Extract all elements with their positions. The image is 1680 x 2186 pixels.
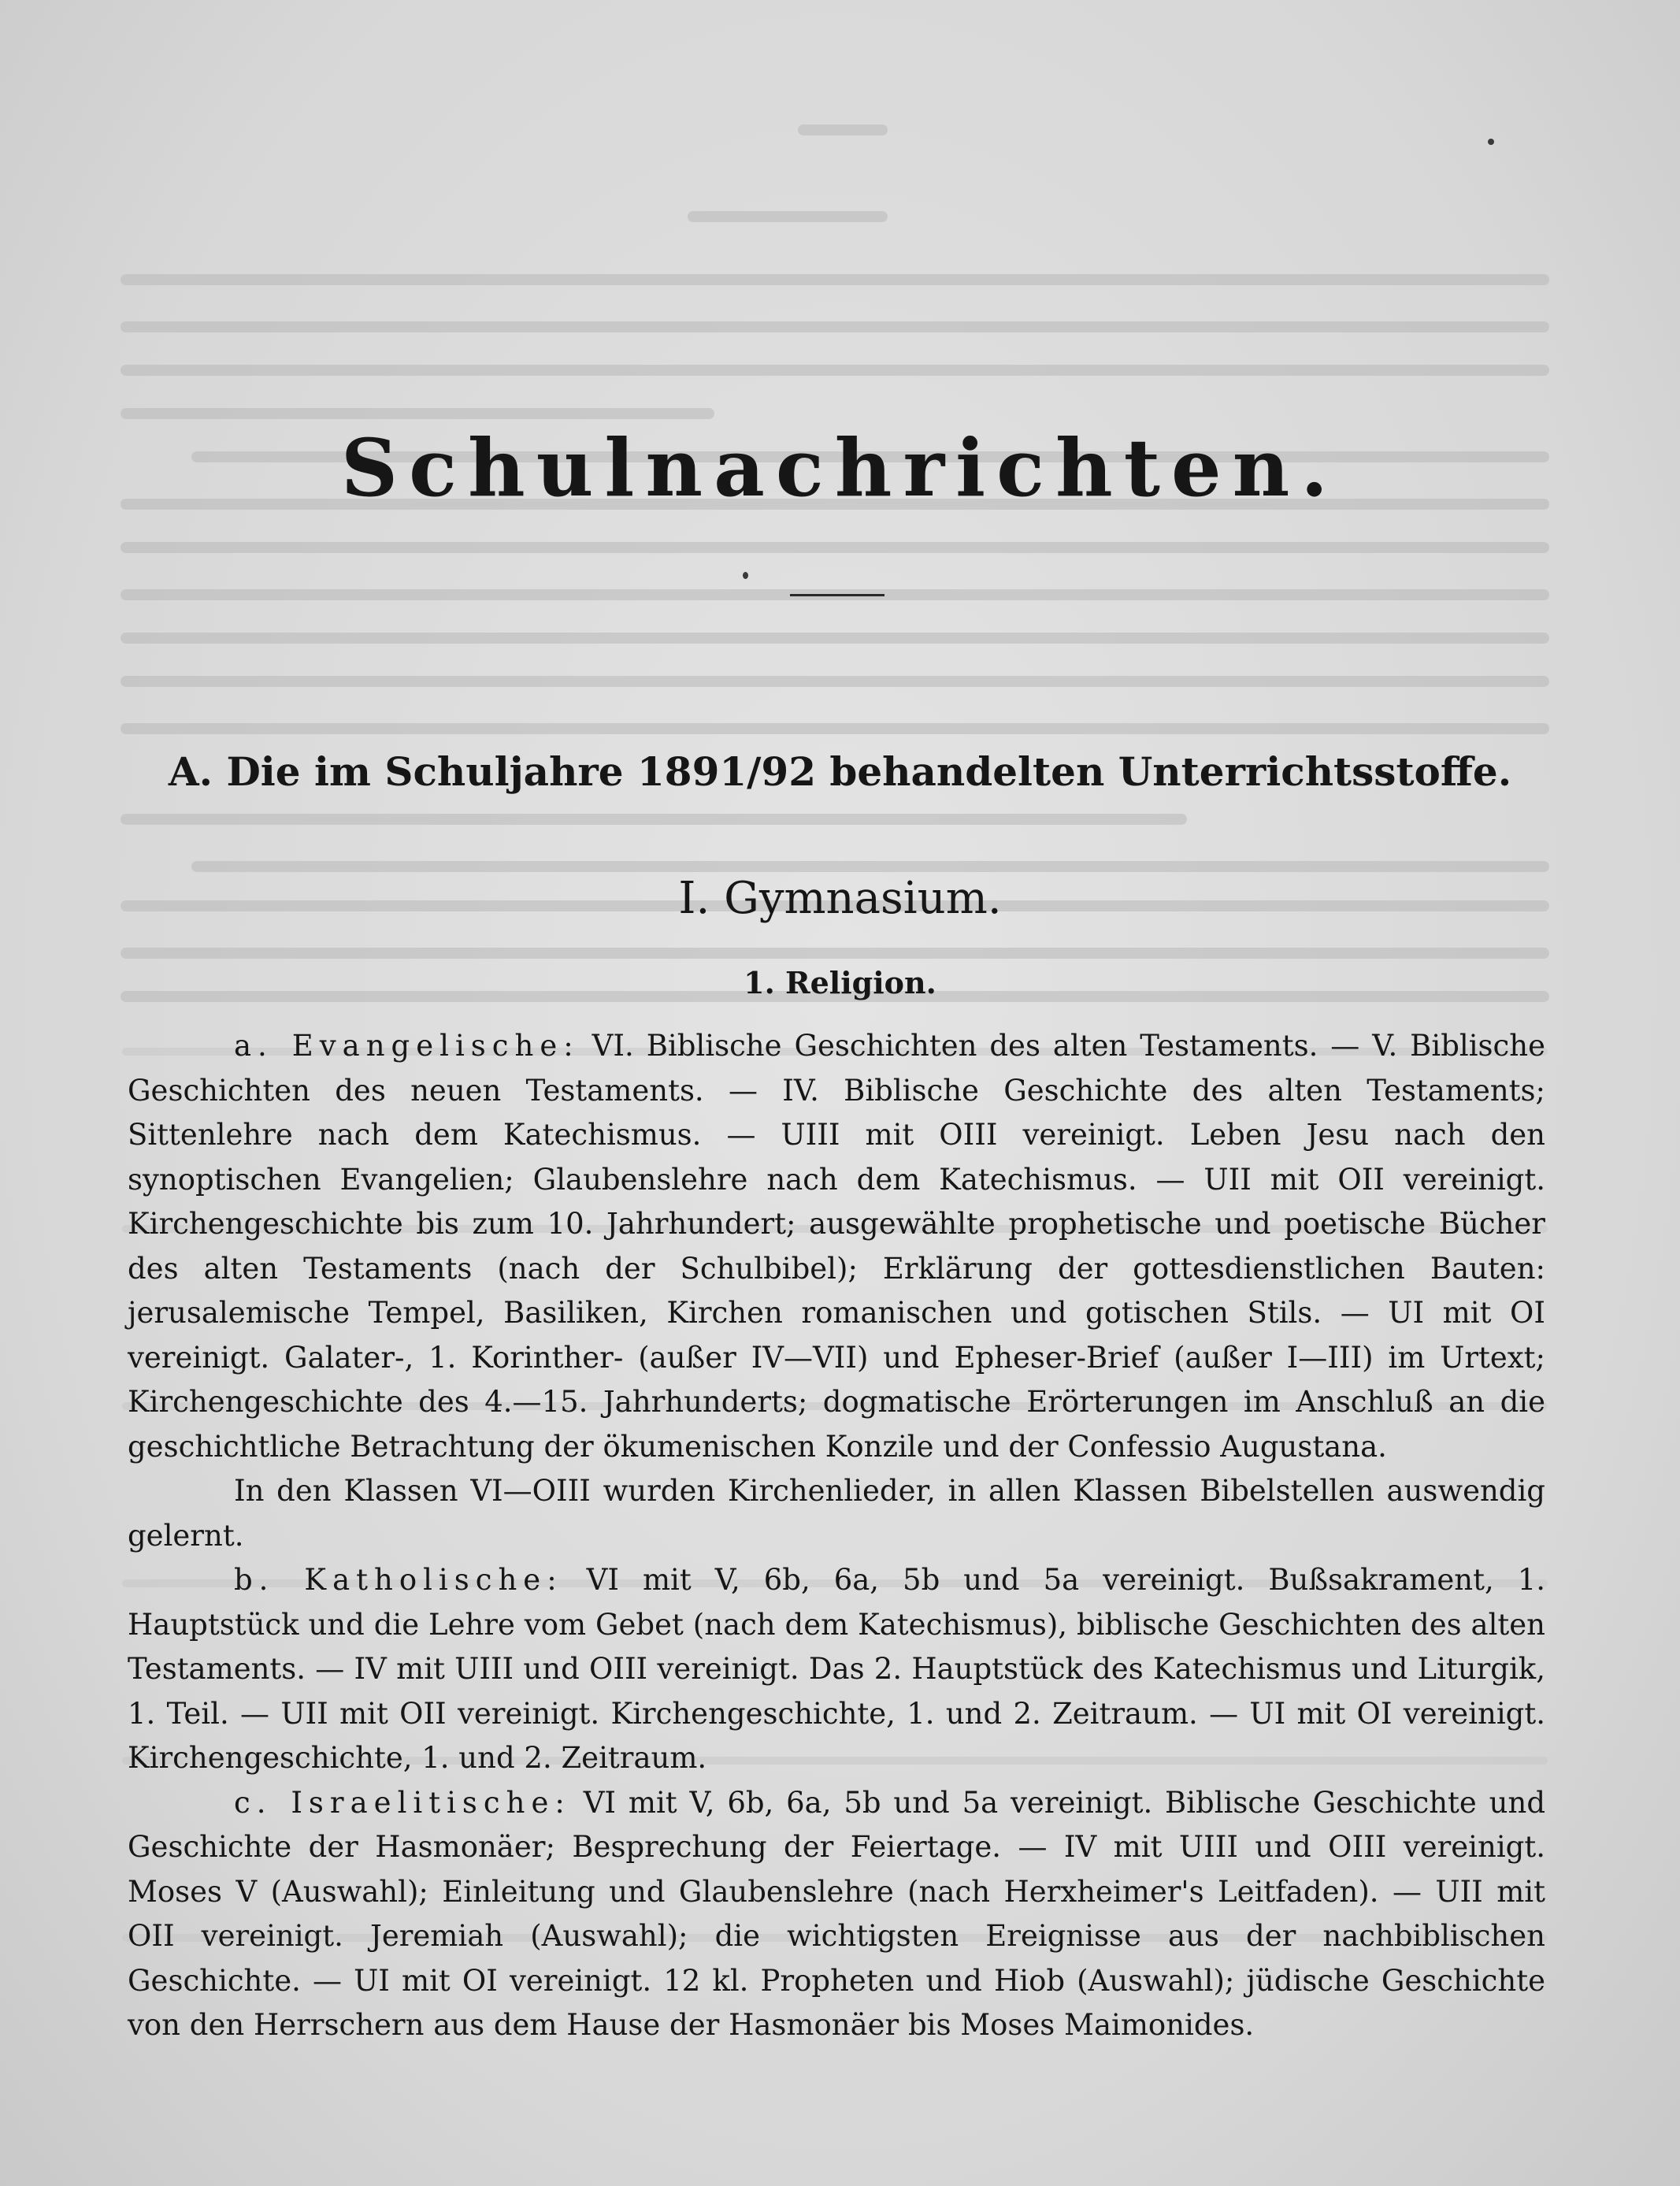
page-title: Schulnachrichten. <box>340 421 1340 514</box>
body-text <box>128 1024 1545 2048</box>
paragraph-kirchenlieder <box>128 1469 1545 1558</box>
paragraph-text: In den Klassen VI—OIII wurden Kirchenlieder, in allen Klassen Bibelstellen auswendig gelernt. <box>128 1474 1545 1553</box>
paragraph-label: a. Evangelische: <box>234 1029 580 1063</box>
title-divider <box>790 594 885 596</box>
paragraph-text: VI mit V, 6b, 6a, 5b und 5a vereinigt. Bußsakrament, 1. Hauptstück und die Lehre vom Gebet (nach dem Katechismus), biblische Geschichten des alten Testaments. — IV mit UIII und OIII vereinigt. Das 2. Hauptstück des Katechismus und Liturgik, 1. Teil. — UII mit OII vereinigt. Kirchengeschichte, 1. und 2. Zeitraum. — UI mit OI vereinigt. Kirchengeschichte, 1. und 2. Zeitraum. <box>128 1563 1545 1775</box>
section-heading-a: A. Die im Schuljahre 1891/92 behandelten Unterrichtsstoffe. <box>168 748 1512 795</box>
paragraph-label: c. Israelitische: <box>234 1785 571 1820</box>
paragraph-text: VI mit V, 6b, 6a, 5b und 5a vereinigt. Biblische Geschichte und Geschichte der Hasmonäer; Besprechung der Feiertage. — IV mit UIII und OIII vereinigt. Moses V (Auswahl); Einleitung und Glaubenslehre (nach Herxheimer's Leitfaden). — UII mit OII vereinigt. Jeremiah (Auswahl); die wichtigsten Ereignisse aus der nachbiblischen Geschichte. — UI mit OI vereinigt. 12 kl. Propheten und Hiob (Auswahl); jüdische Geschichte von den Herrschern aus dem Hause der Hasmonäer bis Moses Maimonides. <box>128 1785 1546 2042</box>
paragraph-katholisch <box>128 1558 1545 1781</box>
paragraph-israelitisch <box>128 1781 1545 2048</box>
ornament-dot <box>743 572 748 579</box>
paragraph-label: b. Katholische: <box>234 1563 563 1597</box>
paragraph-text: VI. Biblische Geschichten des alten Testaments. — V. Biblische Geschichten des neuen Testaments. — IV. Biblische Geschichte des alten Testaments; Sittenlehre nach dem Katechismus. — UIII mit OIII vereinigt. Leben Jesu nach den synoptischen Evangelien; Glaubenslehre nach dem Katechismus. — UII mit OII vereinigt. Kirchengeschichte bis zum 10. Jahrhundert; ausgewählte prophetische und poetische Bücher des alten Testaments (nach der Schulbibel); Erklärung der gottesdienstlichen Bauten: jerusalemische Tempel, Basiliken, Kirchen romanischen und gotischen Stils. — UI mit OI vereinigt. Galater-, 1. Korinther- (außer IV—VII) und Epheser-Brief (außer I—III) im Urtext; Kirchengeschichte des 4.—15. Jahrhunderts; dogmatische Erörterungen im Anschluß an die geschichtliche Betrachtung der ökumenischen Konzile und der Confessio Augustana. <box>128 1029 1545 1464</box>
section-heading-gymnasium: I. Gymnasium. <box>678 873 1002 924</box>
section-heading-religion: 1. Religion. <box>744 965 936 1000</box>
paragraph-evangelisch <box>128 1024 1545 1469</box>
